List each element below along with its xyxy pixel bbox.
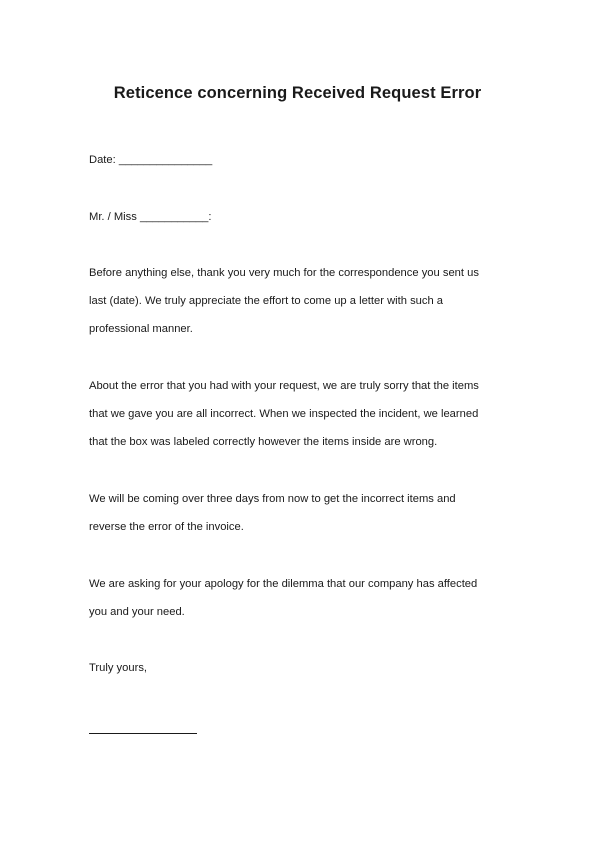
date-line: Date: _______________ xyxy=(89,154,213,166)
paragraph-1-line-3: professional manner. xyxy=(89,323,193,335)
salutation: Mr. / Miss ___________: xyxy=(89,211,212,223)
paragraph-3-line-2: reverse the error of the invoice. xyxy=(89,521,244,533)
paragraph-2-line-3: that the box was labeled correctly however the items inside are wrong. xyxy=(89,436,438,448)
page-title: Reticence concerning Received Request Error xyxy=(113,84,482,102)
closing: Truly yours, xyxy=(89,662,148,674)
paragraph-1-line-1: Before anything else, thank you very much for the correspondence you sent us xyxy=(89,267,479,279)
paragraph-1-line-2: last (date). We truly appreciate the effort to come up a letter with such a xyxy=(89,295,444,307)
paragraph-2-line-1: About the error that you had with your request, we are truly sorry that the items xyxy=(89,380,479,392)
paragraph-4-line-2: you and your need. xyxy=(89,606,185,618)
signature-line xyxy=(89,733,197,734)
paragraph-2-line-2: that we gave you are all incorrect. When we inspected the incident, we learned xyxy=(89,408,479,420)
paragraph-4-line-1: We are asking for your apology for the dilemma that our company has affected xyxy=(89,578,478,590)
paragraph-3-line-1: We will be coming over three days from now to get the incorrect items and xyxy=(89,493,456,505)
